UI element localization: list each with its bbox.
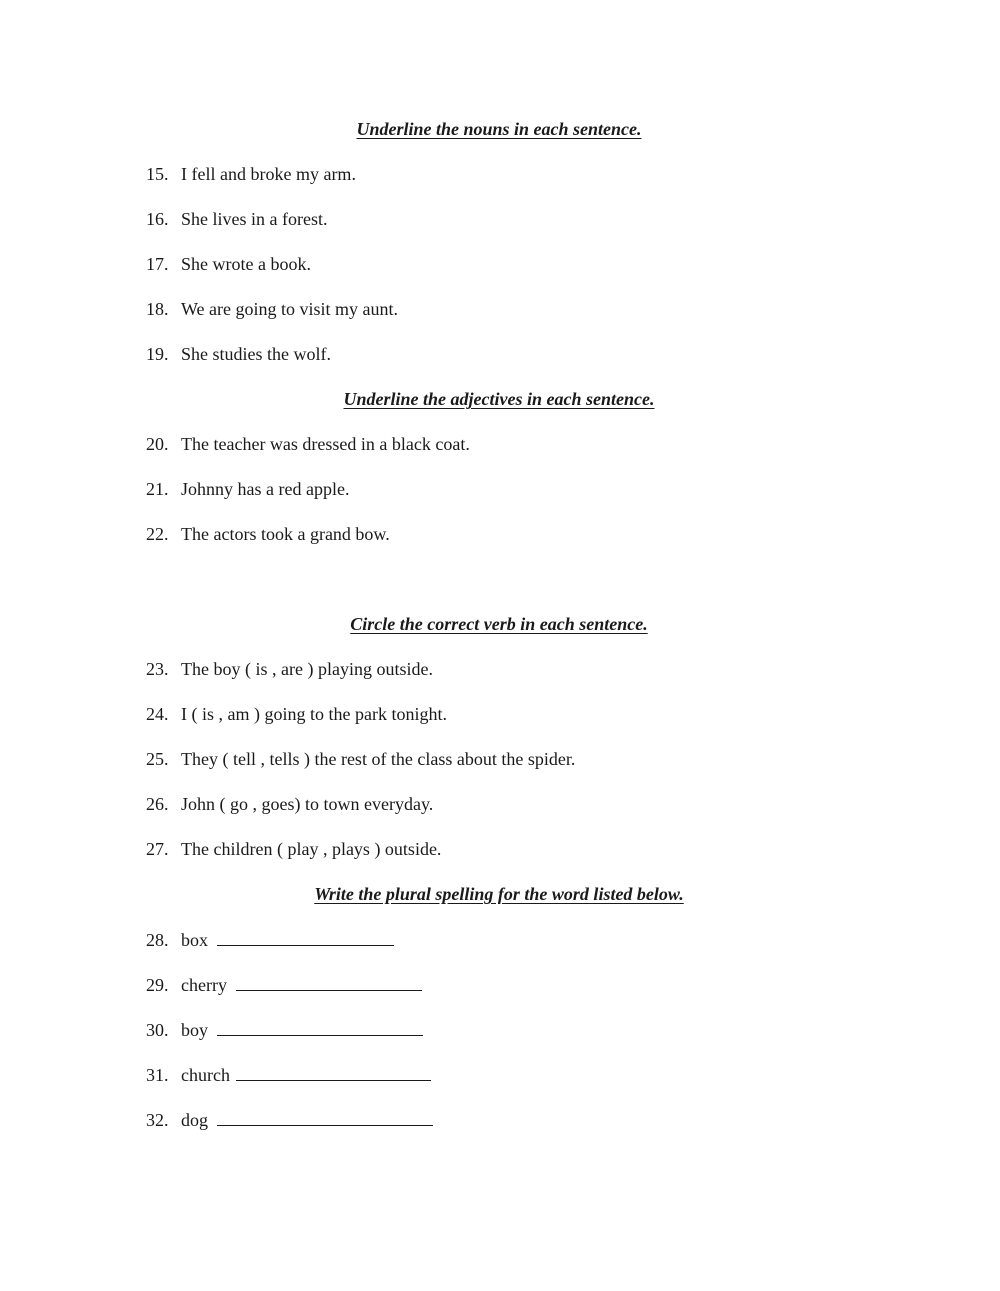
- question-number: 23.: [146, 659, 169, 679]
- question-15: [146, 163, 356, 185]
- question-number: 27.: [146, 839, 169, 859]
- question-16: [146, 208, 327, 230]
- question-text: She studies the wolf.: [181, 344, 331, 364]
- question-number: 21.: [146, 479, 169, 499]
- answer-blank[interactable]: [236, 1063, 431, 1081]
- question-31: [146, 1063, 431, 1086]
- question-text: John ( go , goes) to town everyday.: [181, 794, 434, 814]
- question-number: 26.: [146, 794, 169, 814]
- question-text: The teacher was dressed in a black coat.: [181, 434, 470, 454]
- question-30: [146, 1018, 423, 1041]
- answer-blank[interactable]: [236, 973, 422, 991]
- question-number: 30.: [146, 1020, 169, 1040]
- question-text: box: [181, 930, 208, 950]
- question-text: Johnny has a red apple.: [181, 479, 350, 499]
- question-text: dog: [181, 1110, 208, 1130]
- question-number: 18.: [146, 299, 169, 319]
- answer-blank[interactable]: [217, 1018, 423, 1036]
- question-text: cherry: [181, 975, 227, 995]
- question-text: She wrote a book.: [181, 254, 311, 274]
- question-number: 24.: [146, 704, 169, 724]
- section-heading-verbs: Circle the correct verb in each sentence.: [350, 614, 648, 634]
- answer-blank[interactable]: [217, 928, 394, 946]
- question-number: 29.: [146, 975, 169, 995]
- question-20: [146, 433, 470, 455]
- question-29: [146, 973, 422, 996]
- section-heading-nouns: Underline the nouns in each sentence.: [356, 119, 642, 139]
- question-17: [146, 253, 311, 275]
- question-text: church: [181, 1065, 230, 1085]
- question-23: [146, 658, 433, 680]
- question-number: 25.: [146, 749, 169, 769]
- question-number: 22.: [146, 524, 169, 544]
- question-text: I ( is , am ) going to the park tonight.: [181, 704, 447, 724]
- question-21: [146, 478, 349, 500]
- question-18: [146, 298, 398, 320]
- question-26: [146, 793, 433, 815]
- question-text: The children ( play , plays ) outside.: [181, 839, 442, 859]
- question-text: She lives in a forest.: [181, 209, 328, 229]
- question-number: 16.: [146, 209, 169, 229]
- question-22: [146, 523, 390, 545]
- question-28: [146, 928, 394, 951]
- question-number: 31.: [146, 1065, 169, 1085]
- question-19: [146, 343, 331, 365]
- question-number: 28.: [146, 930, 169, 950]
- question-text: They ( tell , tells ) the rest of the class about the spider.: [181, 749, 576, 769]
- question-number: 19.: [146, 344, 169, 364]
- question-text: I fell and broke my arm.: [181, 164, 356, 184]
- question-text: The actors took a grand bow.: [181, 524, 390, 544]
- question-text: We are going to visit my aunt.: [181, 299, 399, 319]
- question-number: 20.: [146, 434, 169, 454]
- question-32: [146, 1108, 433, 1131]
- section-heading-plurals: Write the plural spelling for the word listed below.: [314, 884, 684, 904]
- question-25: [146, 748, 575, 770]
- question-number: 32.: [146, 1110, 169, 1130]
- question-27: [146, 838, 441, 860]
- question-text: boy: [181, 1020, 208, 1040]
- question-24: [146, 703, 447, 725]
- answer-blank[interactable]: [217, 1108, 433, 1126]
- question-number: 15.: [146, 164, 169, 184]
- section-heading-adjectives: Underline the adjectives in each sentence.: [343, 389, 655, 409]
- question-text: The boy ( is , are ) playing outside.: [181, 659, 433, 679]
- question-number: 17.: [146, 254, 169, 274]
